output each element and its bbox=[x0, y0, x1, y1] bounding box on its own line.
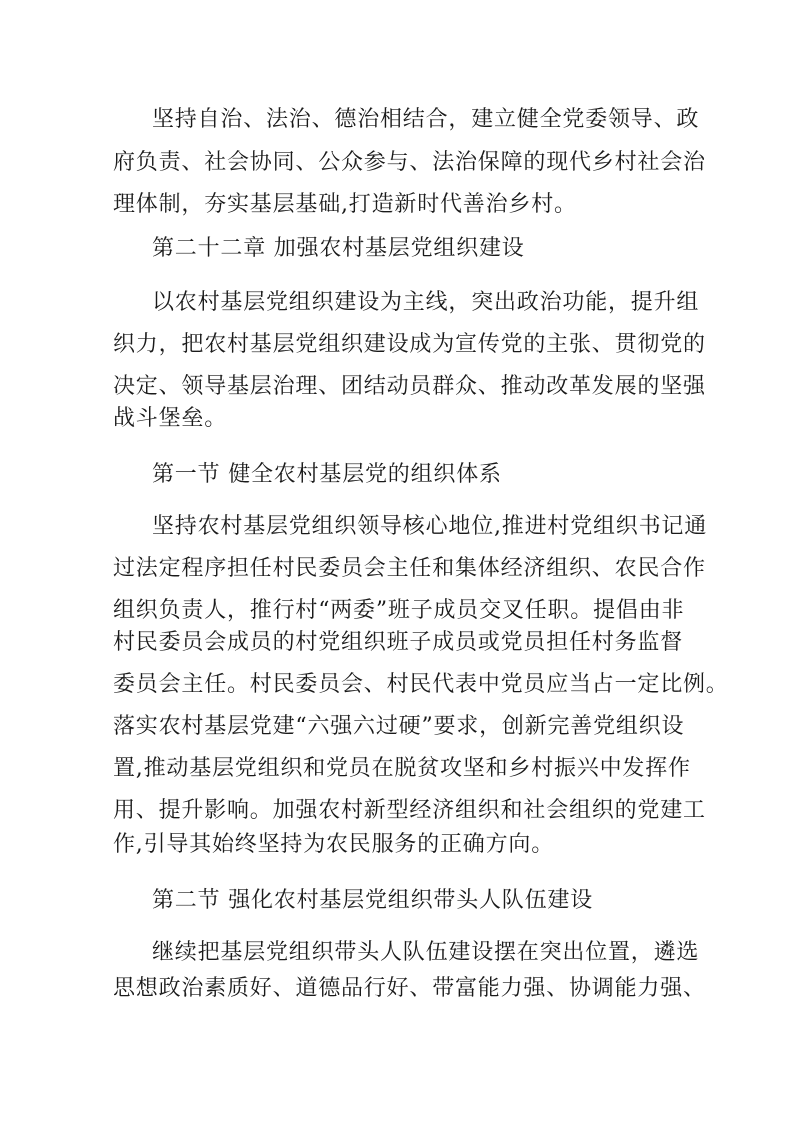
paragraph-3-line-5: 委员会主任。村民委员会、村民代表中党员应当占一定比例。 bbox=[113, 672, 729, 697]
paragraph-3-line-3: 组织负责人，推行村“两委”班子成员交叉任职。提倡由非 bbox=[113, 598, 685, 623]
paragraph-1-line-3: 理体制，夯实基层基础,打造新时代善治乡村。 bbox=[113, 192, 577, 217]
paragraph-4-line-1: 继续把基层党组织带头人队伍建设摆在突出位置，遴选 bbox=[152, 940, 700, 965]
paragraph-1-line-2: 府负责、社会协同、公众参与、法治保障的现代乡村社会治 bbox=[113, 150, 706, 175]
section-heading-1: 第一节 健全农村基层党的组织体系 bbox=[152, 462, 502, 487]
paragraph-2-line-1: 以农村基层党组织建设为主线，突出政治功能，提升组 bbox=[152, 290, 700, 315]
paragraph-4-line-2: 思想政治素质好、道德品行好、带富能力强、协调能力强、 bbox=[113, 976, 706, 1001]
paragraph-3-line-7: 置,推动基层党组织和党员在脱贫攻坚和乡村振兴中发挥作 bbox=[113, 756, 691, 781]
paragraph-1-line-1: 坚持自治、法治、德治相结合，建立健全党委领导、政 bbox=[152, 107, 700, 132]
paragraph-3-line-6: 落实农村基层党建“六强六过硬”要求，创新完善党组织设 bbox=[113, 714, 685, 739]
section-heading-2: 第二节 强化农村基层党组织带头人队伍建设 bbox=[152, 888, 593, 913]
paragraph-2-line-2: 织力，把农村基层党组织建设成为宣传党的主张、贯彻党的 bbox=[113, 332, 706, 357]
paragraph-3-line-1: 坚持农村基层党组织领导核心地位,推进村党组织书记通 bbox=[152, 514, 707, 539]
paragraph-2-line-4: 战斗堡垒。 bbox=[113, 406, 228, 431]
paragraph-3-line-9: 作,引导其始终坚持为农民服务的正确方向。 bbox=[113, 832, 554, 857]
paragraph-2-line-3: 决定、领导基层治理、团结动员群众、推动改革发展的坚强 bbox=[113, 374, 706, 399]
paragraph-3-line-4: 村民委员会成员的村党组织班子成员或党员担任村务监督 bbox=[113, 630, 684, 655]
paragraph-3-line-8: 用、提升影响。加强农村新型经济组织和社会组织的党建工 bbox=[113, 798, 706, 823]
chapter-heading: 第二十二章 加强农村基层党组织建设 bbox=[152, 236, 525, 261]
paragraph-3-line-2: 过法定程序担任村民委员会主任和集体经济组织、农民合作 bbox=[113, 556, 706, 581]
